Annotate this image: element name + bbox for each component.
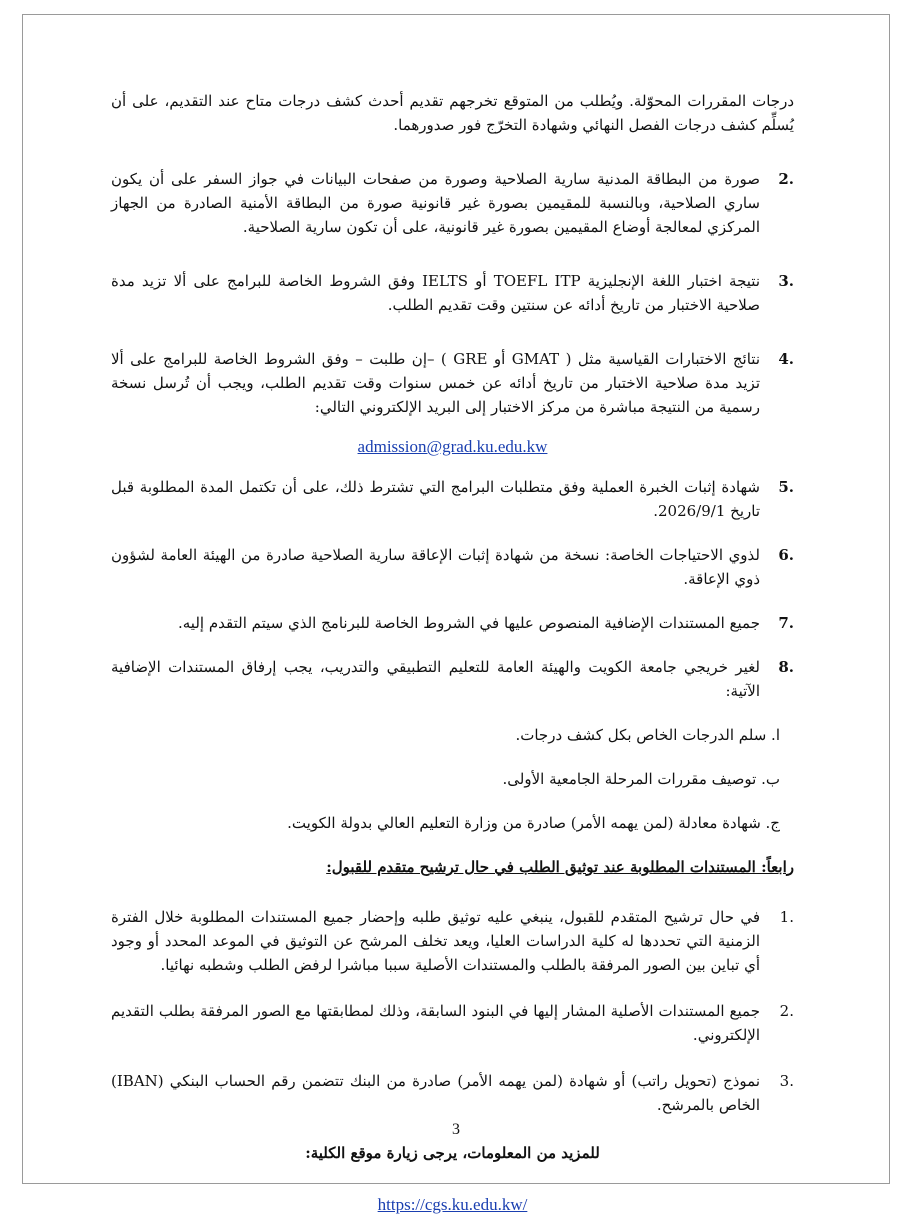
item-text: نتائج الاختبارات القياسية مثل ( GMAT أو GRE ) –إن طلبت – وفق الشروط الخاصة للبرامج على ألا تزيد مدة صلاحية الاختبار من تاريخ أدائه عن خمس سنوات وقت تقديم الطلب، ويجب أن تُرسل نسخة رسمية من النتيجة مباشرة من مركز الاختبار إلى البريد الإلكتروني التالي: bbox=[111, 350, 761, 416]
item-text: جميع المستندات الأصلية المشار إليها في البنود السابقة، وذلك لمطابقتها مع الصور المرفقة بطلب التقديم الإلكتروني. bbox=[111, 1002, 760, 1044]
item-number: .6 bbox=[778, 546, 794, 564]
item-text: شهادة إثبات الخبرة العملية وفق متطلبات البرامج التي تشترط ذلك، على أن تكتمل المدة المطلوبة قبل تاريخ 2026/9/1. bbox=[111, 478, 760, 520]
list-item-2 bbox=[111, 167, 794, 239]
item-number: .1 bbox=[779, 908, 794, 926]
list-item-3 bbox=[111, 269, 794, 317]
list-item-doc-3 bbox=[111, 1069, 794, 1117]
list-item-4 bbox=[111, 347, 794, 419]
list-item-8 bbox=[111, 655, 794, 703]
item-text: في حال ترشيح المتقدم للقبول، ينبغي عليه توثيق طلبه وإحضار جميع المستندات المطلوبة خلال الفترة الزمنية التي تحددها له كلية الدراسات العليا، ويعد تخلف المرشح عن التوثيق في الموعد المحدد أو وجود أي تباين بين الصور المرفقة بالطلب والمستندات الأصلية سببا مباشرا لرفض الطلب وشطبه نهائيا. bbox=[111, 908, 760, 974]
document-page bbox=[22, 14, 890, 1214]
list-item-doc-1 bbox=[111, 905, 794, 977]
item-text: نتيجة اختبار اللغة الإنجليزية TOEFL ITP أو IELTS وفق الشروط الخاصة للبرامج على ألا تزيد مدة صلاحية الاختبار من تاريخ أدائه عن سنتين وقت تقديم الطلب. bbox=[111, 272, 760, 314]
page-number: 3 bbox=[452, 1121, 460, 1138]
item-text: نموذج (تحويل راتب) أو شهادة (لمن يهمه الأمر) صادرة من البنك تتضمن رقم الحساب البنكي (IBAN) الخاص بالمرشح. bbox=[111, 1072, 760, 1114]
list-item-7 bbox=[111, 611, 794, 635]
item-number: .3 bbox=[779, 1072, 794, 1090]
more-info-text: للمزيد من المعلومات، يرجى زيارة موقع الكلية: bbox=[305, 1144, 600, 1162]
item-text: جميع المستندات الإضافية المنصوص عليها في الشروط الخاصة للبرنامج الذي سيتم التقدم إليه. bbox=[178, 614, 760, 632]
item-text: لغير خريجي جامعة الكويت والهيئة العامة للتعليم التطبيقي والتدريب، يجب إرفاق المستندات الإضافية الآتية: bbox=[111, 658, 760, 700]
list-item-doc-2 bbox=[111, 999, 794, 1047]
item-number: .3 bbox=[778, 272, 794, 290]
admission-email-link[interactable]: admission@grad.ku.edu.kw bbox=[357, 437, 548, 456]
sub-item-jeem: ج. شهادة معادلة (لمن يهمه الأمر) صادرة من وزارة التعليم العالي بدولة الكويت. bbox=[287, 814, 780, 832]
item-number: .8 bbox=[778, 658, 794, 676]
sub-item-alef: ا. سلم الدرجات الخاص بكل كشف درجات. bbox=[515, 726, 780, 744]
item-number: .7 bbox=[778, 614, 794, 632]
intro-paragraph: درجات المقررات المحوّلة. ويُطلب من المتوقع تخرجهم تقديم أحدث كشف درجات متاح عند التقديم، على أن يُسلِّم كشف درجات الفصل النهائي وشهادة التخرّج فور صدورهما. bbox=[111, 92, 794, 134]
item-number: .2 bbox=[779, 1002, 794, 1020]
section-heading: رابعاً: المستندات المطلوبة عند توثيق الطلب في حال ترشيح متقدم للقبول: bbox=[326, 858, 794, 876]
college-website-link[interactable]: https://cgs.ku.edu.kw/ bbox=[377, 1195, 528, 1214]
item-number: .2 bbox=[778, 170, 794, 188]
item-number: .5 bbox=[778, 478, 794, 496]
item-number: .4 bbox=[778, 350, 794, 368]
list-item-5 bbox=[111, 475, 794, 523]
sub-item-beh: ب. توصيف مقررات المرحلة الجامعية الأولى. bbox=[502, 770, 780, 788]
item-text: صورة من البطاقة المدنية سارية الصلاحية وصورة من صفحات البيانات في جواز السفر على أن يكون ساري الصلاحية، وبالنسبة للمقيمين بصورة غير قانونية صورة من البطاقة الأمنية الصادرة من الجهاز المركزي لمعالجة أوضاع المقيمين بصورة غير قانونية، على أن تكون سارية الصلاحية. bbox=[111, 170, 760, 236]
list-item-6 bbox=[111, 543, 794, 591]
item-text: لذوي الاحتياجات الخاصة: نسخة من شهادة إثبات الإعاقة سارية الصلاحية صادرة من الهيئة العامة لشؤون ذوي الإعاقة. bbox=[111, 546, 760, 588]
page-content bbox=[111, 89, 794, 1217]
